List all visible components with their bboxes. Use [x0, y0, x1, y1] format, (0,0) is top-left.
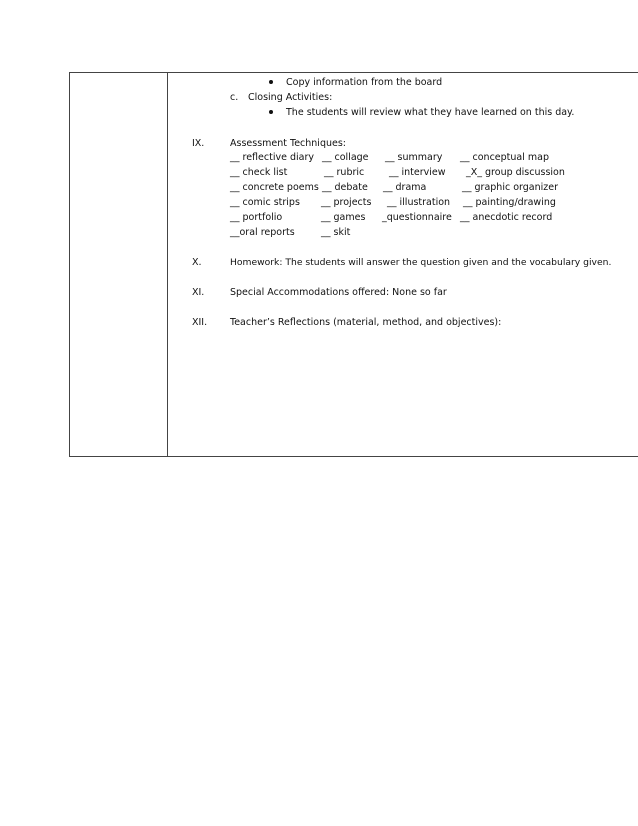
- assessment-option: __ debate: [322, 182, 368, 193]
- assessment-option: __ comic strips: [230, 197, 300, 208]
- assessment-option: __ projects: [321, 197, 372, 208]
- homework-text: Homework: The students will answer the question given and the vocabulary given.: [230, 257, 612, 268]
- assessment-option: __ interview: [389, 167, 446, 178]
- assessment-option: __oral reports: [230, 227, 295, 238]
- assessment-option: __ anecdotic record: [460, 212, 553, 223]
- assessment-option: __ games: [321, 212, 366, 223]
- closing-title: Closing Activities:: [248, 92, 333, 103]
- bullet-icon: [269, 110, 273, 114]
- table-column-divider: [167, 72, 168, 457]
- assessment-option: __ concrete poems: [230, 182, 319, 193]
- assessment-option: __ reflective diary: [230, 152, 314, 163]
- bullet-icon: [269, 80, 273, 84]
- closing-letter: c.: [230, 92, 239, 103]
- assessment-option: __ check list: [230, 167, 288, 178]
- activity-item: Copy information from the board: [286, 77, 443, 88]
- accommodations-text: Special Accommodations offered: None so far: [230, 287, 447, 298]
- assessment-option: __ rubric: [324, 167, 365, 178]
- assessment-option: __ illustration: [387, 197, 451, 208]
- homework-numeral: X.: [192, 257, 202, 268]
- assessment-option: __ conceptual map: [460, 152, 550, 163]
- assessment-numeral: IX.: [192, 138, 205, 149]
- assessment-option: __ skit: [321, 227, 351, 238]
- assessment-option: __ painting/drawing: [463, 197, 556, 208]
- assessment-option: _questionnaire: [382, 212, 452, 223]
- assessment-title: Assessment Techniques:: [230, 138, 346, 149]
- accommodations-numeral: XI.: [192, 287, 205, 298]
- assessment-option: __ graphic organizer: [462, 182, 559, 193]
- assessment-option: __ summary: [385, 152, 443, 163]
- closing-item: The students will review what they have learned on this day.: [286, 107, 575, 118]
- assessment-option: __ drama: [383, 182, 427, 193]
- reflections-text: Teacher’s Reflections (material, method, and objectives):: [230, 317, 502, 328]
- assessment-option: __ portfolio: [230, 212, 283, 223]
- reflections-numeral: XII.: [192, 317, 208, 328]
- assessment-option: _X_ group discussion: [466, 167, 565, 178]
- assessment-option: __ collage: [322, 152, 369, 163]
